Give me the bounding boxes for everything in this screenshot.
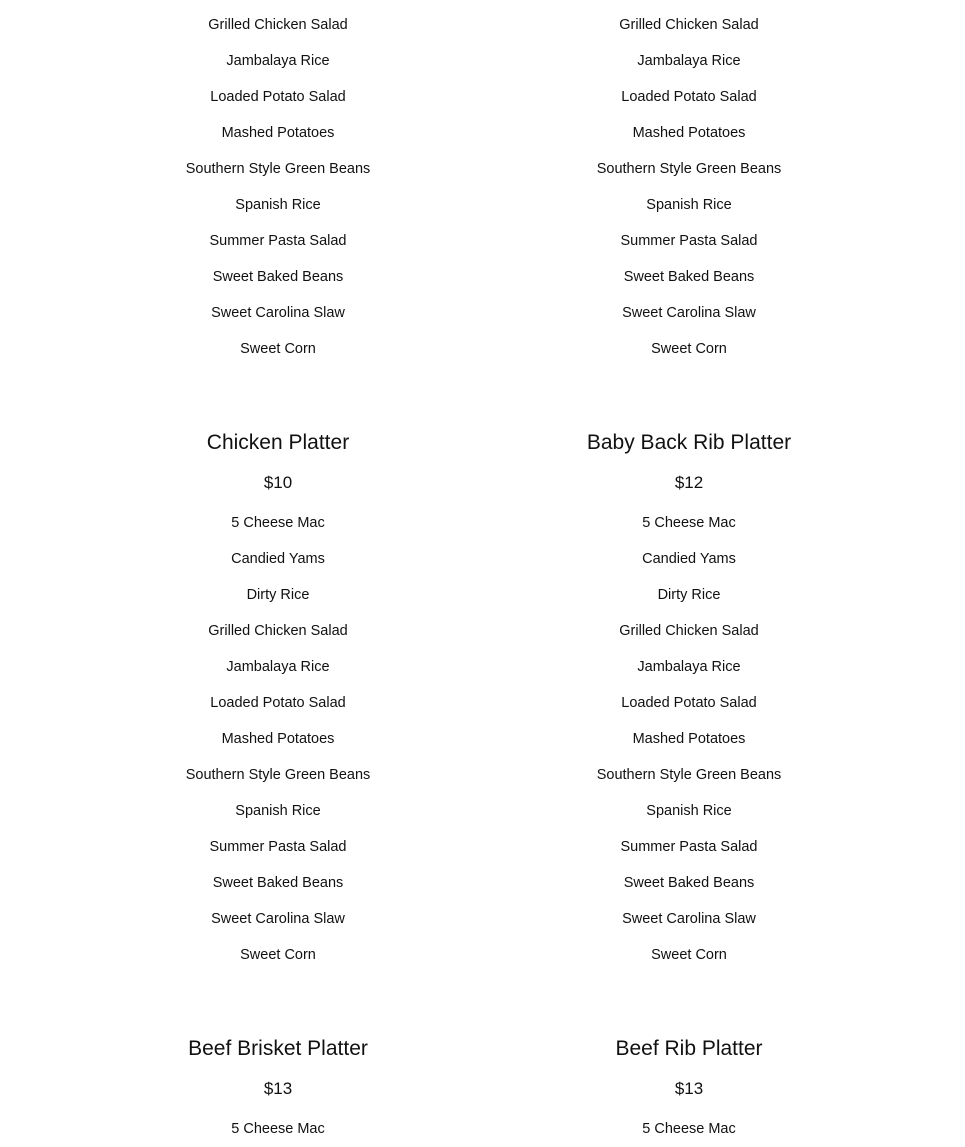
platter-price: $13 [263,1079,293,1098]
side-list [499,505,879,973]
platter-card-beef-brisket [88,1033,468,1147]
menu-column-right [499,0,879,1147]
list-item: Sweet Baked Beans [623,269,755,285]
list-item: Mashed Potatoes [632,125,746,141]
menu-column-left [88,0,468,1147]
list-item: 5 Cheese Mac [642,515,736,531]
list-item: 5 Cheese Mac [231,515,325,531]
list-item: Sweet Carolina Slaw [622,305,756,321]
list-item: Mashed Potatoes [221,731,335,747]
side-list [499,7,879,367]
list-item: Summer Pasta Salad [209,233,347,249]
list-item: Candied Yams [231,551,325,567]
list-item: Dirty Rice [657,587,721,603]
side-list [88,1111,468,1147]
list-item: Mashed Potatoes [221,125,335,141]
list-item: Southern Style Green Beans [185,161,371,177]
list-item: Sweet Corn [240,341,316,357]
list-item: Jambalaya Rice [226,659,330,675]
list-item: Grilled Chicken Salad [208,17,348,33]
list-item: Sweet Carolina Slaw [622,911,756,927]
platter-card-beef-rib [499,1033,879,1147]
list-item: Loaded Potato Salad [621,89,757,105]
list-item: 5 Cheese Mac [642,1121,736,1137]
list-item: Grilled Chicken Salad [619,17,759,33]
list-item: Southern Style Green Beans [596,161,782,177]
list-item: Jambalaya Rice [226,53,330,69]
side-list [88,505,468,973]
list-item: Grilled Chicken Salad [619,623,759,639]
platter-price: $12 [674,473,704,492]
list-item: Summer Pasta Salad [620,233,758,249]
platter-title: Chicken Platter [206,431,350,454]
list-item: Sweet Baked Beans [623,875,755,891]
list-item: Sweet Carolina Slaw [211,305,345,321]
list-item: Sweet Corn [240,947,316,963]
list-item: Spanish Rice [646,803,732,819]
platter-title: Baby Back Rib Platter [586,431,792,454]
platter-price: $13 [674,1079,704,1098]
list-item: Sweet Baked Beans [212,875,344,891]
platter-card-baby-back-rib [499,427,879,973]
list-item: Sweet Corn [651,947,727,963]
list-item: Spanish Rice [235,803,321,819]
list-item: Loaded Potato Salad [621,695,757,711]
list-item: Summer Pasta Salad [209,839,347,855]
list-item: Sweet Baked Beans [212,269,344,285]
list-item: Southern Style Green Beans [185,767,371,783]
list-item: Sweet Corn [651,341,727,357]
list-item: Jambalaya Rice [637,659,741,675]
list-item: Loaded Potato Salad [210,695,346,711]
list-item: Candied Yams [642,551,736,567]
side-list [88,7,468,367]
list-item: Jambalaya Rice [637,53,741,69]
list-item: Southern Style Green Beans [596,767,782,783]
list-item: Loaded Potato Salad [210,89,346,105]
list-item: Mashed Potatoes [632,731,746,747]
list-item: Summer Pasta Salad [620,839,758,855]
platter-title: Beef Brisket Platter [188,1037,368,1060]
list-item: Spanish Rice [646,197,732,213]
side-list [499,1111,879,1147]
platter-price: $10 [263,473,293,492]
list-item: Spanish Rice [235,197,321,213]
list-item: Grilled Chicken Salad [208,623,348,639]
platter-card-chicken [88,427,468,973]
platter-title: Beef Rib Platter [615,1037,763,1060]
list-item: 5 Cheese Mac [231,1121,325,1137]
list-item: Sweet Carolina Slaw [211,911,345,927]
list-item: Dirty Rice [246,587,310,603]
